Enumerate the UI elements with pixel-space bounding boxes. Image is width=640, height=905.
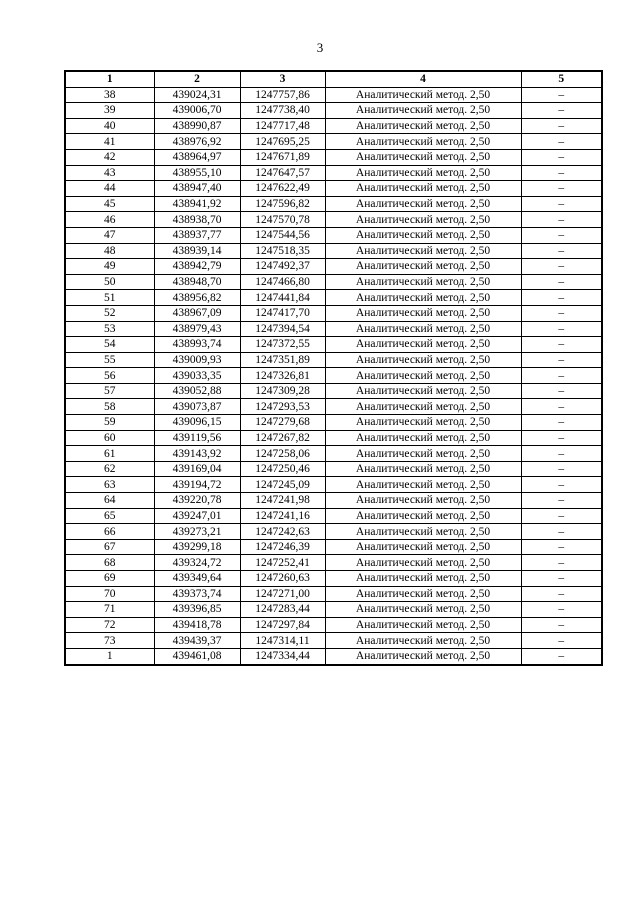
method-cell: Аналитический метод. 2,50 bbox=[325, 571, 521, 587]
point-number-cell: 1 bbox=[65, 648, 154, 664]
method-cell: Аналитический метод. 2,50 bbox=[325, 555, 521, 571]
table-row bbox=[65, 352, 602, 368]
coordinates-table bbox=[64, 70, 603, 666]
description-cell: – bbox=[521, 446, 602, 462]
description-cell: – bbox=[521, 212, 602, 228]
table-body bbox=[65, 87, 602, 664]
y-coordinate-cell: 1247297,84 bbox=[240, 617, 325, 633]
y-coordinate-cell: 1247293,53 bbox=[240, 399, 325, 415]
x-coordinate-cell: 439439,37 bbox=[154, 633, 240, 649]
point-number-cell: 57 bbox=[65, 383, 154, 399]
description-cell: – bbox=[521, 149, 602, 165]
y-coordinate-cell: 1247252,41 bbox=[240, 555, 325, 571]
table-row bbox=[65, 399, 602, 415]
point-number-cell: 73 bbox=[65, 633, 154, 649]
point-number-cell: 48 bbox=[65, 243, 154, 259]
table-row bbox=[65, 586, 602, 602]
x-coordinate-cell: 438941,92 bbox=[154, 196, 240, 212]
table-row bbox=[65, 648, 602, 664]
point-number-cell: 45 bbox=[65, 196, 154, 212]
description-cell: – bbox=[521, 586, 602, 602]
method-cell: Аналитический метод. 2,50 bbox=[325, 539, 521, 555]
table-row bbox=[65, 87, 602, 103]
description-cell: – bbox=[521, 181, 602, 197]
x-coordinate-cell: 438942,79 bbox=[154, 259, 240, 275]
x-coordinate-cell: 439324,72 bbox=[154, 555, 240, 571]
point-number-cell: 56 bbox=[65, 368, 154, 384]
method-cell: Аналитический метод. 2,50 bbox=[325, 290, 521, 306]
description-cell: – bbox=[521, 383, 602, 399]
x-coordinate-cell: 438937,77 bbox=[154, 227, 240, 243]
x-coordinate-cell: 438947,40 bbox=[154, 181, 240, 197]
column-header-4: 4 bbox=[325, 71, 521, 87]
table-row bbox=[65, 196, 602, 212]
table-row bbox=[65, 165, 602, 181]
y-coordinate-cell: 1247309,28 bbox=[240, 383, 325, 399]
description-cell: – bbox=[521, 87, 602, 103]
table-row bbox=[65, 290, 602, 306]
y-coordinate-cell: 1247283,44 bbox=[240, 602, 325, 618]
y-coordinate-cell: 1247246,39 bbox=[240, 539, 325, 555]
method-cell: Аналитический метод. 2,50 bbox=[325, 415, 521, 431]
point-number-cell: 70 bbox=[65, 586, 154, 602]
point-number-cell: 38 bbox=[65, 87, 154, 103]
y-coordinate-cell: 1247738,40 bbox=[240, 103, 325, 119]
table-row bbox=[65, 602, 602, 618]
method-cell: Аналитический метод. 2,50 bbox=[325, 461, 521, 477]
point-number-cell: 50 bbox=[65, 274, 154, 290]
point-number-cell: 46 bbox=[65, 212, 154, 228]
y-coordinate-cell: 1247417,70 bbox=[240, 305, 325, 321]
x-coordinate-cell: 438939,14 bbox=[154, 243, 240, 259]
x-coordinate-cell: 439396,85 bbox=[154, 602, 240, 618]
y-coordinate-cell: 1247279,68 bbox=[240, 415, 325, 431]
table-row bbox=[65, 321, 602, 337]
x-coordinate-cell: 439096,15 bbox=[154, 415, 240, 431]
point-number-cell: 72 bbox=[65, 617, 154, 633]
table-row bbox=[65, 555, 602, 571]
table-row bbox=[65, 461, 602, 477]
table-row bbox=[65, 212, 602, 228]
method-cell: Аналитический метод. 2,50 bbox=[325, 617, 521, 633]
point-number-cell: 60 bbox=[65, 430, 154, 446]
description-cell: – bbox=[521, 508, 602, 524]
point-number-cell: 71 bbox=[65, 602, 154, 618]
column-header-3: 3 bbox=[240, 71, 325, 87]
description-cell: – bbox=[521, 305, 602, 321]
point-number-cell: 41 bbox=[65, 134, 154, 150]
point-number-cell: 66 bbox=[65, 524, 154, 540]
description-cell: – bbox=[521, 430, 602, 446]
method-cell: Аналитический метод. 2,50 bbox=[325, 430, 521, 446]
method-cell: Аналитический метод. 2,50 bbox=[325, 243, 521, 259]
y-coordinate-cell: 1247326,81 bbox=[240, 368, 325, 384]
x-coordinate-cell: 439119,56 bbox=[154, 430, 240, 446]
x-coordinate-cell: 438948,70 bbox=[154, 274, 240, 290]
table-row bbox=[65, 181, 602, 197]
x-coordinate-cell: 439461,08 bbox=[154, 648, 240, 664]
point-number-cell: 64 bbox=[65, 493, 154, 509]
description-cell: – bbox=[521, 290, 602, 306]
x-coordinate-cell: 439009,93 bbox=[154, 352, 240, 368]
description-cell: – bbox=[521, 352, 602, 368]
point-number-cell: 39 bbox=[65, 103, 154, 119]
method-cell: Аналитический метод. 2,50 bbox=[325, 399, 521, 415]
table-row bbox=[65, 383, 602, 399]
description-cell: – bbox=[521, 337, 602, 353]
x-coordinate-cell: 438964,97 bbox=[154, 149, 240, 165]
description-cell: – bbox=[521, 524, 602, 540]
point-number-cell: 42 bbox=[65, 149, 154, 165]
table-row bbox=[65, 259, 602, 275]
point-number-cell: 53 bbox=[65, 321, 154, 337]
point-number-cell: 44 bbox=[65, 181, 154, 197]
description-cell: – bbox=[521, 602, 602, 618]
table-row bbox=[65, 243, 602, 259]
description-cell: – bbox=[521, 259, 602, 275]
table-row bbox=[65, 430, 602, 446]
table-row bbox=[65, 103, 602, 119]
x-coordinate-cell: 439194,72 bbox=[154, 477, 240, 493]
description-cell: – bbox=[521, 617, 602, 633]
description-cell: – bbox=[521, 633, 602, 649]
point-number-cell: 47 bbox=[65, 227, 154, 243]
column-header-1: 1 bbox=[65, 71, 154, 87]
description-cell: – bbox=[521, 461, 602, 477]
x-coordinate-cell: 439033,35 bbox=[154, 368, 240, 384]
table-row bbox=[65, 415, 602, 431]
y-coordinate-cell: 1247544,56 bbox=[240, 227, 325, 243]
method-cell: Аналитический метод. 2,50 bbox=[325, 493, 521, 509]
table-row bbox=[65, 305, 602, 321]
y-coordinate-cell: 1247242,63 bbox=[240, 524, 325, 540]
x-coordinate-cell: 439273,21 bbox=[154, 524, 240, 540]
table-row bbox=[65, 274, 602, 290]
method-cell: Аналитический метод. 2,50 bbox=[325, 586, 521, 602]
method-cell: Аналитический метод. 2,50 bbox=[325, 446, 521, 462]
method-cell: Аналитический метод. 2,50 bbox=[325, 477, 521, 493]
table-row bbox=[65, 633, 602, 649]
method-cell: Аналитический метод. 2,50 bbox=[325, 368, 521, 384]
description-cell: – bbox=[521, 227, 602, 243]
point-number-cell: 59 bbox=[65, 415, 154, 431]
table-row bbox=[65, 617, 602, 633]
method-cell: Аналитический метод. 2,50 bbox=[325, 352, 521, 368]
y-coordinate-cell: 1247334,44 bbox=[240, 648, 325, 664]
x-coordinate-cell: 439052,88 bbox=[154, 383, 240, 399]
table-row bbox=[65, 446, 602, 462]
description-cell: – bbox=[521, 165, 602, 181]
table-row bbox=[65, 149, 602, 165]
point-number-cell: 52 bbox=[65, 305, 154, 321]
point-number-cell: 43 bbox=[65, 165, 154, 181]
description-cell: – bbox=[521, 103, 602, 119]
table-header-row bbox=[65, 71, 602, 87]
y-coordinate-cell: 1247570,78 bbox=[240, 212, 325, 228]
x-coordinate-cell: 439299,18 bbox=[154, 539, 240, 555]
point-number-cell: 69 bbox=[65, 571, 154, 587]
y-coordinate-cell: 1247647,57 bbox=[240, 165, 325, 181]
x-coordinate-cell: 439169,04 bbox=[154, 461, 240, 477]
y-coordinate-cell: 1247241,16 bbox=[240, 508, 325, 524]
y-coordinate-cell: 1247695,25 bbox=[240, 134, 325, 150]
point-number-cell: 49 bbox=[65, 259, 154, 275]
y-coordinate-cell: 1247518,35 bbox=[240, 243, 325, 259]
x-coordinate-cell: 439024,31 bbox=[154, 87, 240, 103]
description-cell: – bbox=[521, 555, 602, 571]
page-number: 3 bbox=[316, 40, 324, 55]
point-number-cell: 65 bbox=[65, 508, 154, 524]
method-cell: Аналитический метод. 2,50 bbox=[325, 321, 521, 337]
table-row bbox=[65, 337, 602, 353]
point-number-cell: 68 bbox=[65, 555, 154, 571]
y-coordinate-cell: 1247596,82 bbox=[240, 196, 325, 212]
method-cell: Аналитический метод. 2,50 bbox=[325, 259, 521, 275]
y-coordinate-cell: 1247258,06 bbox=[240, 446, 325, 462]
table-row bbox=[65, 493, 602, 509]
description-cell: – bbox=[521, 415, 602, 431]
description-cell: – bbox=[521, 539, 602, 555]
column-header-2: 2 bbox=[154, 71, 240, 87]
method-cell: Аналитический метод. 2,50 bbox=[325, 648, 521, 664]
y-coordinate-cell: 1247671,89 bbox=[240, 149, 325, 165]
method-cell: Аналитический метод. 2,50 bbox=[325, 305, 521, 321]
description-cell: – bbox=[521, 196, 602, 212]
method-cell: Аналитический метод. 2,50 bbox=[325, 149, 521, 165]
method-cell: Аналитический метод. 2,50 bbox=[325, 508, 521, 524]
y-coordinate-cell: 1247267,82 bbox=[240, 430, 325, 446]
y-coordinate-cell: 1247757,86 bbox=[240, 87, 325, 103]
method-cell: Аналитический метод. 2,50 bbox=[325, 602, 521, 618]
point-number-cell: 40 bbox=[65, 118, 154, 134]
point-number-cell: 61 bbox=[65, 446, 154, 462]
method-cell: Аналитический метод. 2,50 bbox=[325, 227, 521, 243]
point-number-cell: 67 bbox=[65, 539, 154, 555]
y-coordinate-cell: 1247492,37 bbox=[240, 259, 325, 275]
point-number-cell: 63 bbox=[65, 477, 154, 493]
method-cell: Аналитический метод. 2,50 bbox=[325, 87, 521, 103]
method-cell: Аналитический метод. 2,50 bbox=[325, 337, 521, 353]
x-coordinate-cell: 439220,78 bbox=[154, 493, 240, 509]
x-coordinate-cell: 438976,92 bbox=[154, 134, 240, 150]
x-coordinate-cell: 439247,01 bbox=[154, 508, 240, 524]
y-coordinate-cell: 1247372,55 bbox=[240, 337, 325, 353]
y-coordinate-cell: 1247466,80 bbox=[240, 274, 325, 290]
method-cell: Аналитический метод. 2,50 bbox=[325, 383, 521, 399]
table-row bbox=[65, 524, 602, 540]
description-cell: – bbox=[521, 477, 602, 493]
method-cell: Аналитический метод. 2,50 bbox=[325, 274, 521, 290]
point-number-cell: 55 bbox=[65, 352, 154, 368]
y-coordinate-cell: 1247394,54 bbox=[240, 321, 325, 337]
description-cell: – bbox=[521, 243, 602, 259]
x-coordinate-cell: 438955,10 bbox=[154, 165, 240, 181]
x-coordinate-cell: 438979,43 bbox=[154, 321, 240, 337]
y-coordinate-cell: 1247241,98 bbox=[240, 493, 325, 509]
y-coordinate-cell: 1247351,89 bbox=[240, 352, 325, 368]
y-coordinate-cell: 1247260,63 bbox=[240, 571, 325, 587]
column-header-5: 5 bbox=[521, 71, 602, 87]
x-coordinate-cell: 439073,87 bbox=[154, 399, 240, 415]
table-row bbox=[65, 477, 602, 493]
table-row bbox=[65, 539, 602, 555]
table-row bbox=[65, 118, 602, 134]
description-cell: – bbox=[521, 493, 602, 509]
method-cell: Аналитический метод. 2,50 bbox=[325, 524, 521, 540]
y-coordinate-cell: 1247441,84 bbox=[240, 290, 325, 306]
description-cell: – bbox=[521, 134, 602, 150]
description-cell: – bbox=[521, 571, 602, 587]
y-coordinate-cell: 1247622,49 bbox=[240, 181, 325, 197]
method-cell: Аналитический метод. 2,50 bbox=[325, 103, 521, 119]
table-row bbox=[65, 227, 602, 243]
description-cell: – bbox=[521, 118, 602, 134]
table-row bbox=[65, 571, 602, 587]
x-coordinate-cell: 439418,78 bbox=[154, 617, 240, 633]
x-coordinate-cell: 439349,64 bbox=[154, 571, 240, 587]
x-coordinate-cell: 439143,92 bbox=[154, 446, 240, 462]
method-cell: Аналитический метод. 2,50 bbox=[325, 118, 521, 134]
point-number-cell: 51 bbox=[65, 290, 154, 306]
point-number-cell: 54 bbox=[65, 337, 154, 353]
y-coordinate-cell: 1247245,09 bbox=[240, 477, 325, 493]
x-coordinate-cell: 438967,09 bbox=[154, 305, 240, 321]
method-cell: Аналитический метод. 2,50 bbox=[325, 165, 521, 181]
point-number-cell: 58 bbox=[65, 399, 154, 415]
x-coordinate-cell: 439373,74 bbox=[154, 586, 240, 602]
point-number-cell: 62 bbox=[65, 461, 154, 477]
y-coordinate-cell: 1247717,48 bbox=[240, 118, 325, 134]
method-cell: Аналитический метод. 2,50 bbox=[325, 134, 521, 150]
description-cell: – bbox=[521, 368, 602, 384]
x-coordinate-cell: 438993,74 bbox=[154, 337, 240, 353]
y-coordinate-cell: 1247271,00 bbox=[240, 586, 325, 602]
method-cell: Аналитический метод. 2,50 bbox=[325, 181, 521, 197]
table-row bbox=[65, 134, 602, 150]
method-cell: Аналитический метод. 2,50 bbox=[325, 212, 521, 228]
description-cell: – bbox=[521, 648, 602, 664]
method-cell: Аналитический метод. 2,50 bbox=[325, 633, 521, 649]
x-coordinate-cell: 438956,82 bbox=[154, 290, 240, 306]
description-cell: – bbox=[521, 321, 602, 337]
table-row bbox=[65, 368, 602, 384]
x-coordinate-cell: 438990,87 bbox=[154, 118, 240, 134]
method-cell: Аналитический метод. 2,50 bbox=[325, 196, 521, 212]
table-row bbox=[65, 508, 602, 524]
description-cell: – bbox=[521, 274, 602, 290]
x-coordinate-cell: 439006,70 bbox=[154, 103, 240, 119]
description-cell: – bbox=[521, 399, 602, 415]
x-coordinate-cell: 438938,70 bbox=[154, 212, 240, 228]
y-coordinate-cell: 1247314,11 bbox=[240, 633, 325, 649]
y-coordinate-cell: 1247250,46 bbox=[240, 461, 325, 477]
